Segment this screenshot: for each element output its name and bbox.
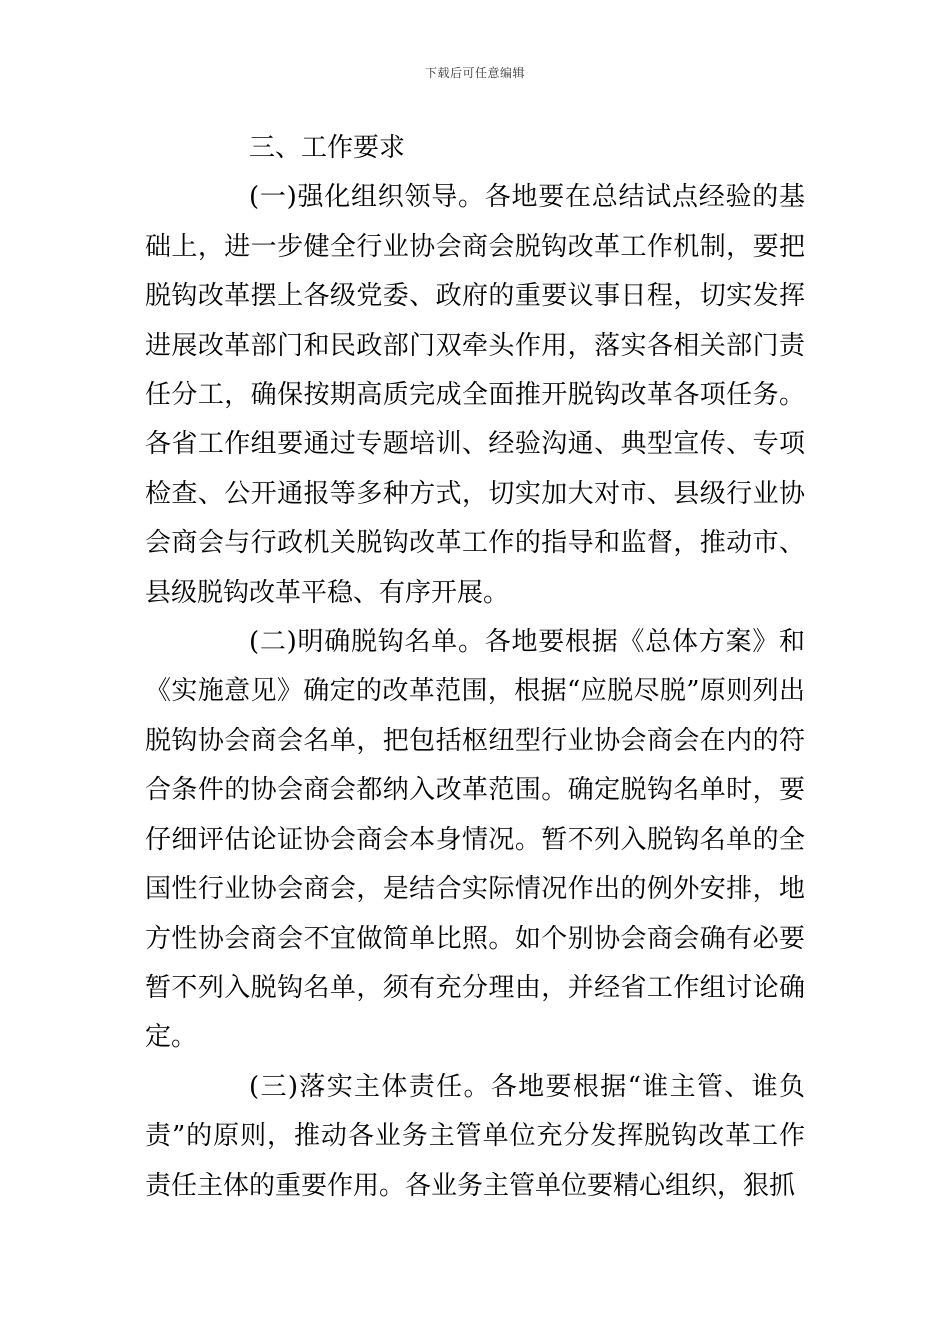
paragraph-main-responsibility: (三)落实主体责任。各地要根据“谁主管、谁负责”的原则，推动各业务主管单位充分发挥脱钩改革工作责任主体的重要作用。各业务主管单位要精心组织，狠抓 [145,1071,805,1201]
header-note: 下载后可任意编辑 [424,66,525,80]
paragraph-organization-leadership: (一)强化组织领导。各地要在总结试点经验的基础上，进一步健全行业协会商会脱钩改革工作机制，要把脱钩改革摆上各级党委、政府的重要议事日程，切实发挥进展改革部门和民政部门双牵头作用，落实各相关部门责任分工，确保按期高质完成全面推开脱钩改革各项任务。各省工作组要通过专题培训、经验沟通、典型宣传、专项检查、公开通报等多种方式，切实加大对市、县级行业协会商会与行政机关脱钩改革工作的指导和监督，推动市、县级脱钩改革平稳、有序开展。 [145,182,805,608]
section-heading: 三、工作要求 [249,133,406,163]
paragraph-decoupling-list: (二)明确脱钩名单。各地要根据《总体方案》和《实施意见》确定的改革范围，根据“应脱尽脱”原则列出脱钩协会商会名单，把包括枢纽型行业协会商会在内的符合条件的协会商会都纳入改革范围。确定脱钩名单时，要仔细评估论证协会商会本身情况。暂不列入脱钩名单的全国性行业协会商会，是结合实际情况作出的例外安排，地方性协会商会不宜做简单比照。如个别协会商会确有必要暂不列入脱钩名单，须有充分理由，并经省工作组讨论确定。 [145,627,805,1053]
document-body [145,124,805,1211]
